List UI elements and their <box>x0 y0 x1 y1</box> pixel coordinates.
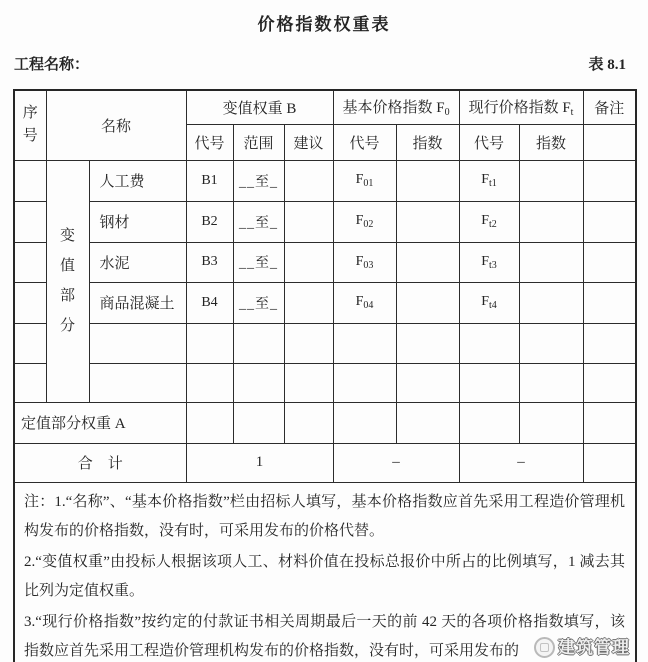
total-remark <box>583 443 636 482</box>
watermark <box>532 633 630 662</box>
header-current-index-group: 现行价格指数 $F_t$ <box>459 90 583 124</box>
cell-seq <box>14 282 46 323</box>
cell-name: 商品混凝土 <box>89 282 186 323</box>
header-row-1 <box>14 90 636 124</box>
header-weight-code: 代号 <box>186 124 233 160</box>
cell-weight-range: __至_ <box>233 242 284 282</box>
watermark-logo-icon <box>534 637 555 658</box>
meta-row <box>14 53 626 74</box>
note-3: 3.“现行价格指数”按约定的付款证书相关周期最后一天的前 42 天的各项价格指数填写，该指数应首先采用工程造价管理机构发布的价格指数，没有时，可采用发布的 <box>24 613 626 659</box>
cell-weight-code: B4 <box>186 282 233 323</box>
cell-current-index <box>519 242 583 282</box>
table-row-total <box>14 443 636 482</box>
project-name-label: 工程名称： <box>14 57 90 73</box>
table-number: 表 8.1 <box>588 57 626 73</box>
header-remark: 备注 <box>583 90 636 124</box>
header-weight-group: 变值权重 B <box>186 90 333 124</box>
cell-seq <box>14 160 46 201</box>
table-row-fixed-part <box>14 402 636 443</box>
total-label: 合 计 <box>14 443 186 482</box>
cell-weight-suggest <box>284 282 333 323</box>
cell-base-code: $F_{01}$ <box>333 160 396 201</box>
cell-current-index <box>519 282 583 323</box>
cell-base-index <box>396 160 459 201</box>
header-remark-sub <box>583 124 636 160</box>
fixed-part-label: 定值部分权重 A <box>14 402 186 443</box>
cell-base-code: $F_{03}$ <box>333 242 396 282</box>
cell-weight-code: B1 <box>186 160 233 201</box>
cell-weight-suggest <box>284 242 333 282</box>
cell-weight-range: __至_ <box>233 201 284 242</box>
cell-seq <box>14 242 46 282</box>
table-row-labor <box>14 160 636 201</box>
cell-current-index <box>519 160 583 201</box>
cell-remark <box>583 201 636 242</box>
note-2: 2.“变值权重”由投标人根据该项人工、材料价值在投标总报价中所占的比例填写，1 减去其比列为定值权重。 <box>24 553 626 599</box>
table-row-empty-1 <box>14 323 636 363</box>
page-title: 价格指数权重表 <box>257 15 391 34</box>
total-weight: 1 <box>186 443 333 482</box>
cell-remark <box>583 160 636 201</box>
cell-current-code: $F_{t2}$ <box>459 201 519 242</box>
header-weight-suggest: 建议 <box>284 124 333 160</box>
table-row-notes <box>14 482 636 662</box>
total-base-index: – <box>333 443 459 482</box>
cell-base-index <box>396 282 459 323</box>
table-row-cement <box>14 242 636 282</box>
cell-base-index <box>396 242 459 282</box>
cell-base-code: $F_{04}$ <box>333 282 396 323</box>
cell-base-index <box>396 201 459 242</box>
cell-weight-range: __至_ <box>233 160 284 201</box>
header-current-code: 代号 <box>459 124 519 160</box>
cell-base-code: $F_{02}$ <box>333 201 396 242</box>
variable-part-label-cell <box>46 160 89 402</box>
table-row-empty-2 <box>14 363 636 402</box>
cell-weight-suggest <box>284 201 333 242</box>
cell-weight-range: __至_ <box>233 282 284 323</box>
total-current-index: – <box>459 443 583 482</box>
variable-part-label: 变值部分 <box>59 228 75 334</box>
notes-cell <box>14 482 636 662</box>
header-base-index: 指数 <box>396 124 459 160</box>
price-index-weight-table <box>13 89 637 662</box>
header-current-index: 指数 <box>519 124 583 160</box>
table-row-steel <box>14 201 636 242</box>
note-1: 注：1.“名称”、“基本价格指数”栏由招标人填写，基本价格指数应首先采用工程造价管理机构发布的价格指数，没有时，可采用发布的价格代替。 <box>24 493 626 539</box>
cell-current-code: $F_{t4}$ <box>459 282 519 323</box>
cell-name: 钢材 <box>89 201 186 242</box>
cell-weight-code: B3 <box>186 242 233 282</box>
cell-seq <box>14 201 46 242</box>
header-weight-range: 范围 <box>233 124 284 160</box>
cell-weight-code: B2 <box>186 201 233 242</box>
cell-current-index <box>519 201 583 242</box>
cell-current-code: $F_{t1}$ <box>459 160 519 201</box>
cell-name: 人工费 <box>89 160 186 201</box>
cell-remark <box>583 282 636 323</box>
header-base-index-group: 基本价格指数 $F_0$ <box>333 90 459 124</box>
cell-current-code: $F_{t3}$ <box>459 242 519 282</box>
cell-remark <box>583 242 636 282</box>
header-seq: 序 号 <box>14 90 46 160</box>
table-row-concrete <box>14 282 636 323</box>
watermark-text: 建筑管理 <box>558 638 631 657</box>
header-base-code: 代号 <box>333 124 396 160</box>
cell-name: 水泥 <box>89 242 186 282</box>
cell-weight-suggest <box>284 160 333 201</box>
header-name: 名称 <box>46 90 186 160</box>
